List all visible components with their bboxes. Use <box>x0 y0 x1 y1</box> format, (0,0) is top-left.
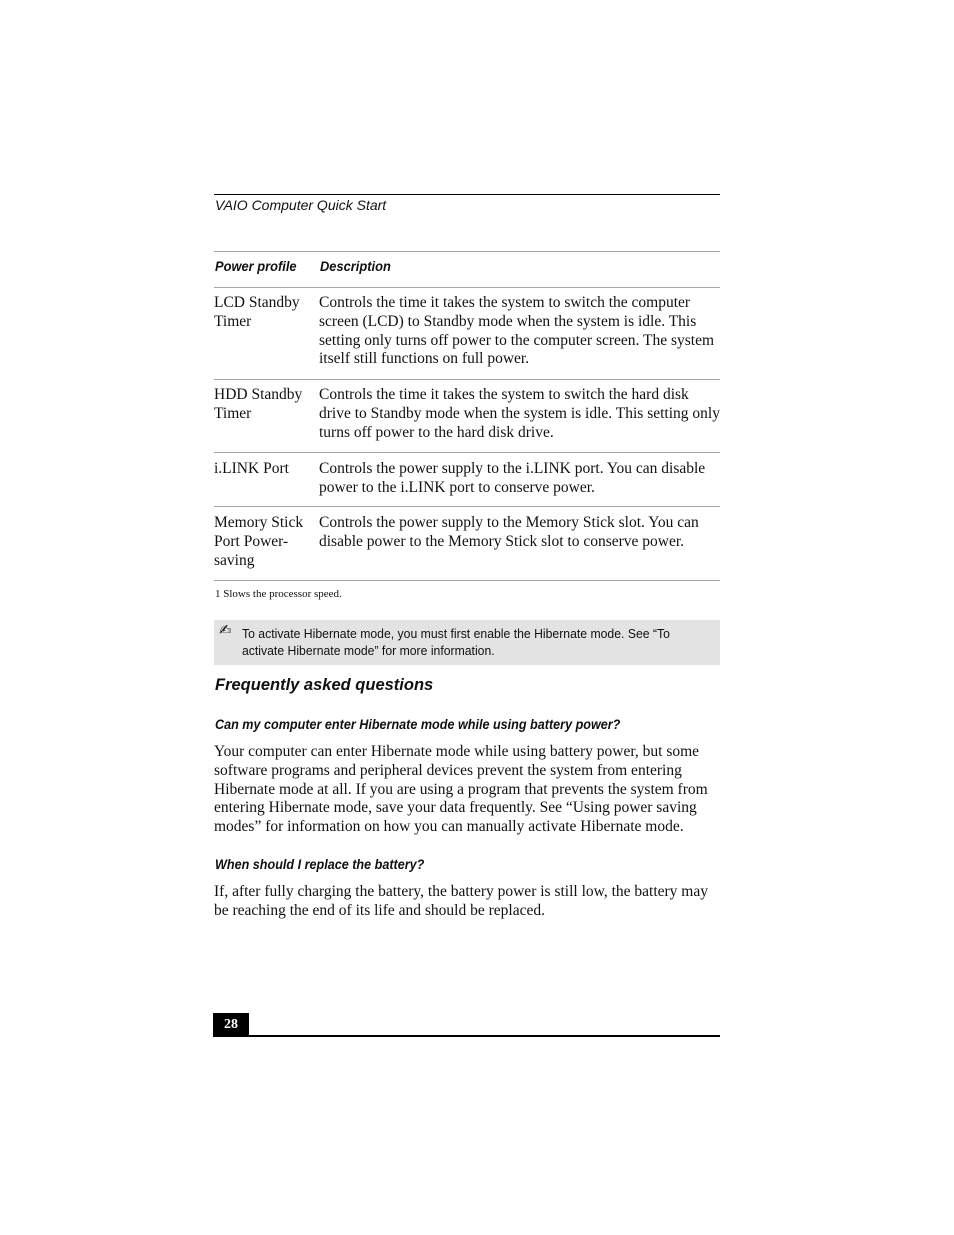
table-row-rule <box>214 506 720 507</box>
table-row-rule <box>214 452 720 453</box>
row-ilink-profile: i.LINK Port <box>214 460 289 477</box>
table-header-rule <box>214 287 720 288</box>
faq-question: When should I replace the battery? <box>215 856 425 872</box>
faq-answer: Your computer can enter Hibernate mode while using battery power, but some software programs and peripheral devices prevent the system from entering Hibernate mode at all. If you are using a program that prevents the system from entering Hibernate mode, save your data frequently. See “Using power saving modes” for information on how you can manually activate Hibernate mode. <box>214 743 708 836</box>
row-hdd-description: Controls the time it takes the system to switch the hard disk drive to Standby mode when the system is idle. This setting only turns off power to the hard disk drive. <box>319 386 720 441</box>
table-row-rule <box>214 379 720 380</box>
note-text: To activate Hibernate mode, you must first enable the Hibernate mode. See “To activate Hibernate mode” for more information. <box>242 626 670 658</box>
header-rule <box>214 194 720 195</box>
row-ilink-description: Controls the power supply to the i.LINK port. You can disable power to the i.LINK port to conserve power. <box>319 460 706 496</box>
row-memorystick-profile: Memory Stick Port Power-saving <box>214 514 304 569</box>
row-hdd-profile: HDD Standby Timer <box>214 386 303 422</box>
row-memorystick-description: Controls the power supply to the Memory Stick slot. You can disable power to the Memory Stick slot to conserve power. <box>319 514 699 550</box>
page-number: 28 <box>213 1013 249 1036</box>
row-lcd-profile: LCD Standby Timer <box>214 294 300 330</box>
section-heading: Frequently asked questions <box>215 676 434 694</box>
table-footnote: 1 Slows the processor speed. <box>215 588 342 600</box>
faq-answer: If, after fully charging the battery, the battery power is still low, the battery may be reaching the end of its life and should be replaced. <box>214 883 708 919</box>
footer-rule <box>213 1035 720 1037</box>
row-lcd-description: Controls the time it takes the system to switch the computer screen (LCD) to Standby mode when the system is idle. This setting only turns off power to the computer screen. The system itself still functions on full power. <box>319 294 715 368</box>
pencil-note-icon: ✍ <box>219 621 232 639</box>
running-title: VAIO Computer Quick Start <box>215 197 387 213</box>
table-header-profile: Power profile <box>215 258 297 274</box>
table-bottom-rule <box>214 580 720 581</box>
table-header-description: Description <box>320 258 391 274</box>
faq-question: Can my computer enter Hibernate mode while using battery power? <box>215 716 621 732</box>
table-top-rule <box>214 251 720 252</box>
